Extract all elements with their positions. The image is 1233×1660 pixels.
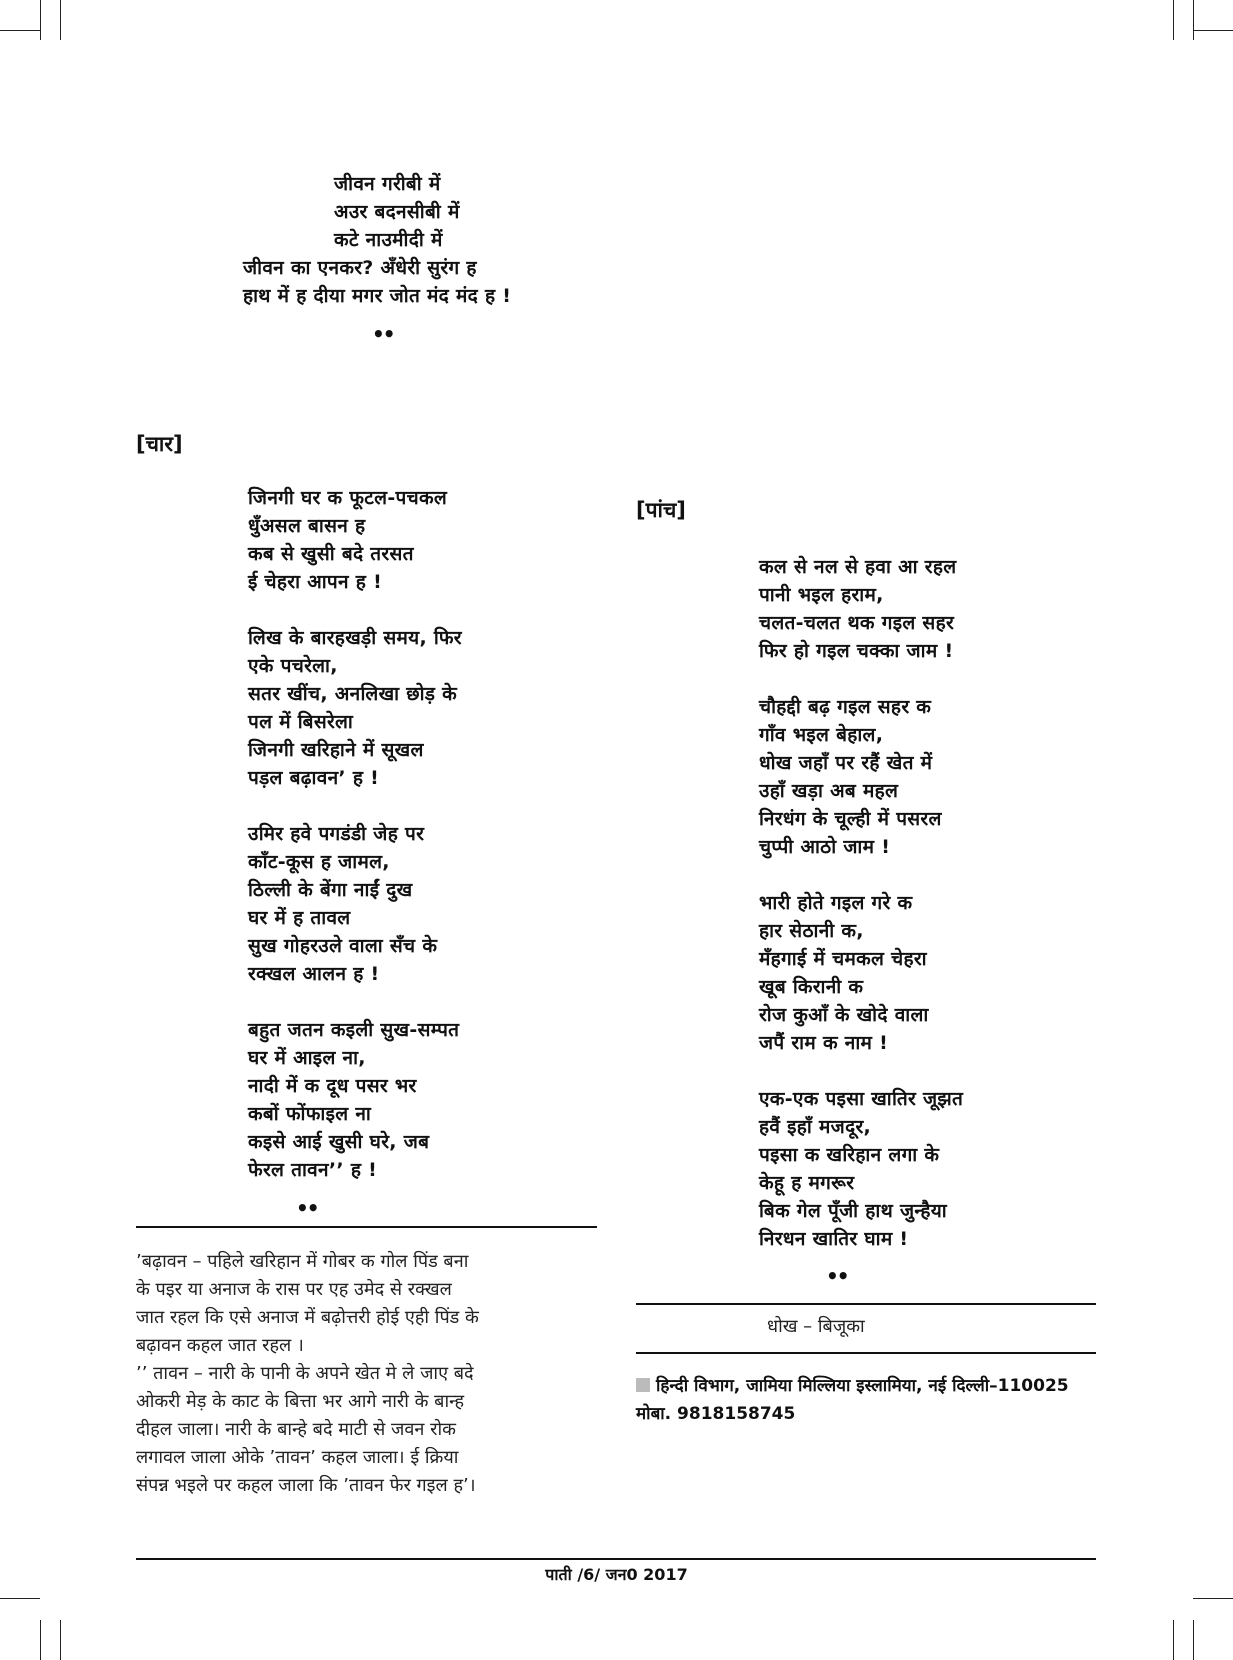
footnote-line: ’बढ़ावन – पहिले खरिहान में गोबर क गोल पिंड बना [136, 1251, 469, 1272]
crop-mark [1173, 0, 1174, 40]
poem-line: हार सेठानी क, [759, 920, 864, 942]
crop-mark [1193, 30, 1233, 31]
footnote-line: संपन्न भइले पर कहल जाला कि ’तावन फेर गइल ह’। [136, 1475, 476, 1496]
crop-mark [0, 1598, 40, 1599]
stanza [248, 820, 462, 988]
crop-mark [1193, 0, 1194, 40]
poem-line: घर में आइल ना, [248, 1047, 366, 1069]
crop-mark [0, 30, 40, 31]
stanza [759, 693, 963, 861]
bullet-square-icon [636, 1378, 650, 1392]
poem-line: निरधंग के चूल्ही में पसरल [759, 808, 942, 830]
crop-mark [1193, 1598, 1233, 1599]
footnote-line: ’’ तावन – नारी के पानी के अपने खेत मे ले जाए बदे [136, 1363, 474, 1384]
section-end-mark: •• [826, 1264, 848, 1288]
crop-mark [60, 1620, 61, 1660]
poem-line: पइसा क खरिहान लगा के [759, 1144, 940, 1166]
poem-line: जीवन का एनकर? अँधेरी सुरंग ह [243, 257, 477, 279]
poem-line: नादी में क दूध पसर भर [248, 1075, 417, 1097]
poem-line: कटे नाउमीदी में [334, 229, 443, 251]
poem-line: ई चेहरा आपन ह ! [248, 571, 383, 593]
poem-line: कइसे आई खुसी घरे, जब [248, 1131, 430, 1153]
address-rule [636, 1352, 1096, 1354]
footnote-line: लगावल जाला ओके ’तावन’ कहल जाला। ई क्रिया [136, 1447, 459, 1468]
poem-line: धोख जहाँ पर रहैं खेत में [759, 752, 933, 774]
poem-line: चलत-चलत थक गइल सहर [759, 612, 955, 634]
poem-line: पड़ल बढ़ावन’ ह ! [248, 767, 380, 789]
poem-line: हवैं इहाँ मजदूर, [759, 1116, 872, 1138]
poem-line: मँहगाई में चमकल चेहरा [759, 948, 927, 970]
poem-line: एक-एक पइसा खातिर जूझत [759, 1088, 964, 1110]
footnote-line: ओकरी मेड़ के काट के बित्ता भर आगे नारी के बान्ह [136, 1391, 465, 1412]
poem-line: गाँव भइल बेहाल, [759, 724, 884, 746]
poem-line: हाथ में ह दीया मगर जोत मंद मंद ह ! [243, 285, 512, 307]
footnote-line: जात रहल कि एसे अनाज में बढ़ोत्तरी होई एही पिंड के [136, 1307, 479, 1328]
poem-line: पल में बिसरेला [248, 711, 354, 733]
top-poem-indented [334, 170, 460, 254]
poem-line: बहुत जतन कइली सुख-सम्पत [248, 1019, 460, 1041]
page-footer-rule [136, 1558, 1096, 1560]
poem-line: लिख के बारहखड़ी समय, फिर [248, 627, 462, 649]
poem-line: जिनगी खरिहाने में सूखल [248, 739, 424, 761]
footnote-rule [636, 1303, 1096, 1305]
poem-line: कल से नल से हवा आ रहल [759, 556, 957, 578]
poem-line: जिनगी घर क फूटल-पचकल [248, 487, 448, 509]
poem-line: केहू ह मगरूर [759, 1172, 855, 1194]
poem-line: निरधन खातिर घाम ! [759, 1228, 909, 1250]
address-line: हिन्दी विभाग, जामिया मिल्लिया इस्लामिया, नई दिल्ली–110025 [656, 1376, 1069, 1396]
stanza [248, 1016, 462, 1184]
footnote-rule [136, 1226, 597, 1228]
footnote-line: के पइर या अनाज के रास पर एह उमेद से रक्खल [136, 1279, 452, 1300]
poem-line: चुप्पी आठो जाम ! [759, 836, 891, 858]
poem-line: ठिल्ली के बेंगा नाईं दुख [248, 879, 413, 901]
poem-line: फिर हो गइल चक्का जाम ! [759, 640, 954, 662]
stanza [759, 553, 963, 665]
poem-line: रोज कुआँ के खोदे वाला [759, 1004, 929, 1026]
poem-line: खूब किरानी क [759, 976, 864, 998]
author-address [636, 1372, 1069, 1400]
poem-line: कब से खुसी बदे तरसत [248, 543, 414, 565]
stanza [248, 624, 462, 792]
poem-line: भारी होते गइल गरे क [759, 892, 913, 914]
poem-line: बिक गेल पूँजी हाथ जुन्हैया [759, 1200, 947, 1222]
poem-line: फेरल तावन’’ ह ! [248, 1159, 378, 1181]
footnote-line: दीहल जाला। नारी के बान्हे बदे माटी से जवन रोक [136, 1419, 456, 1440]
poem-line: घर में ह तावल [248, 907, 351, 929]
crop-mark [40, 1620, 41, 1660]
footnotes-left [136, 1248, 598, 1500]
poem-line: कबों फोंफाइल ना [248, 1103, 372, 1125]
poem-line: एके पचरेला, [248, 655, 338, 677]
top-poem-lines [243, 254, 511, 310]
author-phone: मोबा. 9818158745 [636, 1404, 796, 1424]
poem-line: जीवन गरीबी में [334, 173, 441, 195]
poem-line: अउर बदनसीबी में [334, 201, 460, 223]
stanza [759, 889, 963, 1057]
poem-line: उमिर हवे पगडंडी जेह पर [248, 823, 425, 845]
poem-line: चौहद्दी बढ़ गइल सहर क [759, 696, 932, 718]
poem-four-heading: [चार] [136, 432, 183, 456]
page-footer: पाती /6/ जन0 2017 [545, 1565, 688, 1584]
poem-four-body [248, 484, 462, 1184]
poem-line: सतर खींच, अनलिखा छोड़ के [248, 683, 458, 705]
poem-five-heading: [पांच] [636, 498, 686, 522]
poem-line: रक्खल आलन ह ! [248, 963, 380, 985]
section-end-mark: •• [372, 322, 394, 346]
crop-mark [1193, 1620, 1194, 1660]
poem-line: धुँअसल बासन ह [248, 515, 366, 537]
poem-line: काँट-कूस ह जामल, [248, 851, 390, 873]
stanza [759, 1085, 963, 1253]
section-end-mark: •• [296, 1196, 318, 1220]
crop-mark [1173, 1620, 1174, 1660]
poem-line: उहाँ खड़ा अब महल [759, 780, 899, 802]
poem-line: जपैं राम क नाम ! [759, 1032, 889, 1054]
stanza [248, 484, 462, 596]
poem-five-body [759, 553, 963, 1253]
crop-mark [60, 0, 61, 40]
crop-mark [40, 0, 41, 40]
poem-line: पानी भइल हराम, [759, 584, 884, 606]
footnote-line: बढ़ावन कहल जात रहल । [136, 1335, 304, 1356]
footnote-right: धोख – बिजूका [767, 1316, 865, 1337]
poem-line: सुख गोहरउले वाला सँच के [248, 935, 438, 957]
